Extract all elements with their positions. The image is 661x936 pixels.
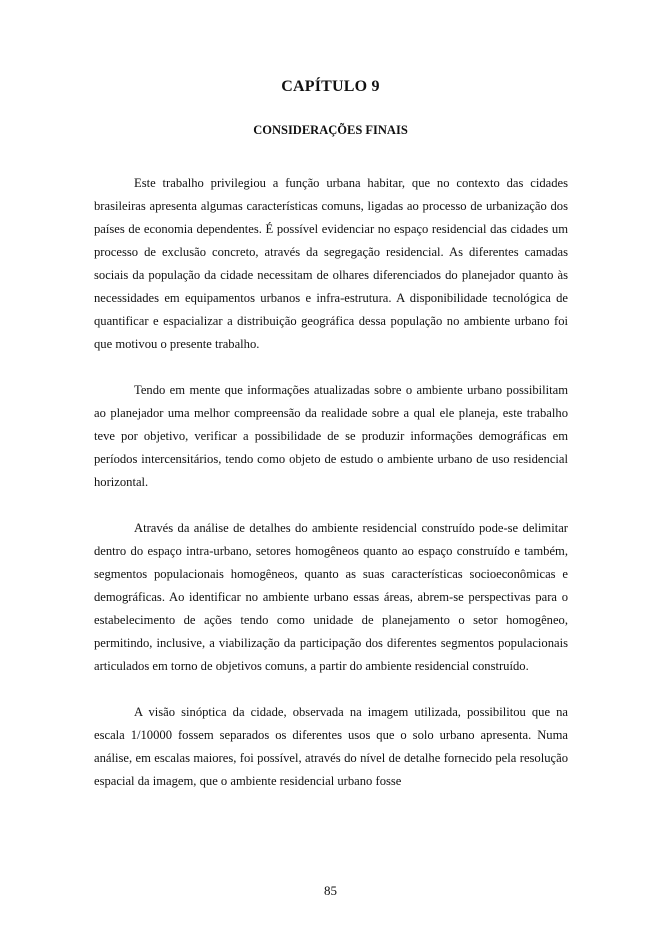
paragraph: Tendo em mente que informações atualizadas sobre o ambiente urbano possibilitam ao planejador uma melhor compreensão da realidade sobre a qual ele planeja, este trabalho teve por objetivo, verificar a possibilidade de se produzir informações demográficas em períodos intercensitários, tendo como objeto de estudo o ambiente urbano de uso residencial horizontal. bbox=[94, 383, 568, 489]
paragraph: Este trabalho privilegiou a função urbana habitar, que no contexto das cidades brasileiras apresenta algumas características comuns, ligadas ao processo de urbanização dos países de economia dependentes. É possível evidenciar no espaço residencial das cidades um processo de exclusão concreto, através da segregação residencial. As diferentes camadas sociais da população da cidade necessitam de olhares diferenciados do planejador quanto às necessidades em equipamentos urbanos e infra-estrutura. A disponibilidade tecnológica de quantificar e espacializar a distribuição geográfica dessa população no ambiente urbano foi que motivou o presente trabalho. bbox=[94, 176, 568, 351]
chapter-title: CAPÍTULO 9 bbox=[281, 78, 380, 95]
body-text bbox=[94, 172, 568, 816]
paragraph: Através da análise de detalhes do ambiente residencial construído pode-se delimitar dentro do espaço intra-urbano, setores homogêneos quanto ao espaço construído e também, segmentos populacionais homogêneos, quanto as suas características socioeconômicas e demográficas. Ao identificar no ambiente urbano essas áreas, abrem-se perspectivas para o estabelecimento de ações tendo como unidade de planejamento o setor homogêneo, permitindo, inclusive, a viabilização da participação dos diferentes segmentos populacionais articulados em torno de objetivos comuns, a partir do ambiente residencial construído. bbox=[94, 521, 568, 673]
page-number: 85 bbox=[324, 883, 337, 898]
paragraph: A visão sinóptica da cidade, observada na imagem utilizada, possibilitou que na escala 1/10000 fossem separados os diferentes usos que o solo urbano apresenta. Numa análise, em escalas maiores, foi possível, através do nível de detalhe fornecido pela resolução espacial da imagem, que o ambiente residencial urbano fosse bbox=[94, 705, 568, 788]
section-title: CONSIDERAÇÕES FINAIS bbox=[253, 123, 408, 137]
